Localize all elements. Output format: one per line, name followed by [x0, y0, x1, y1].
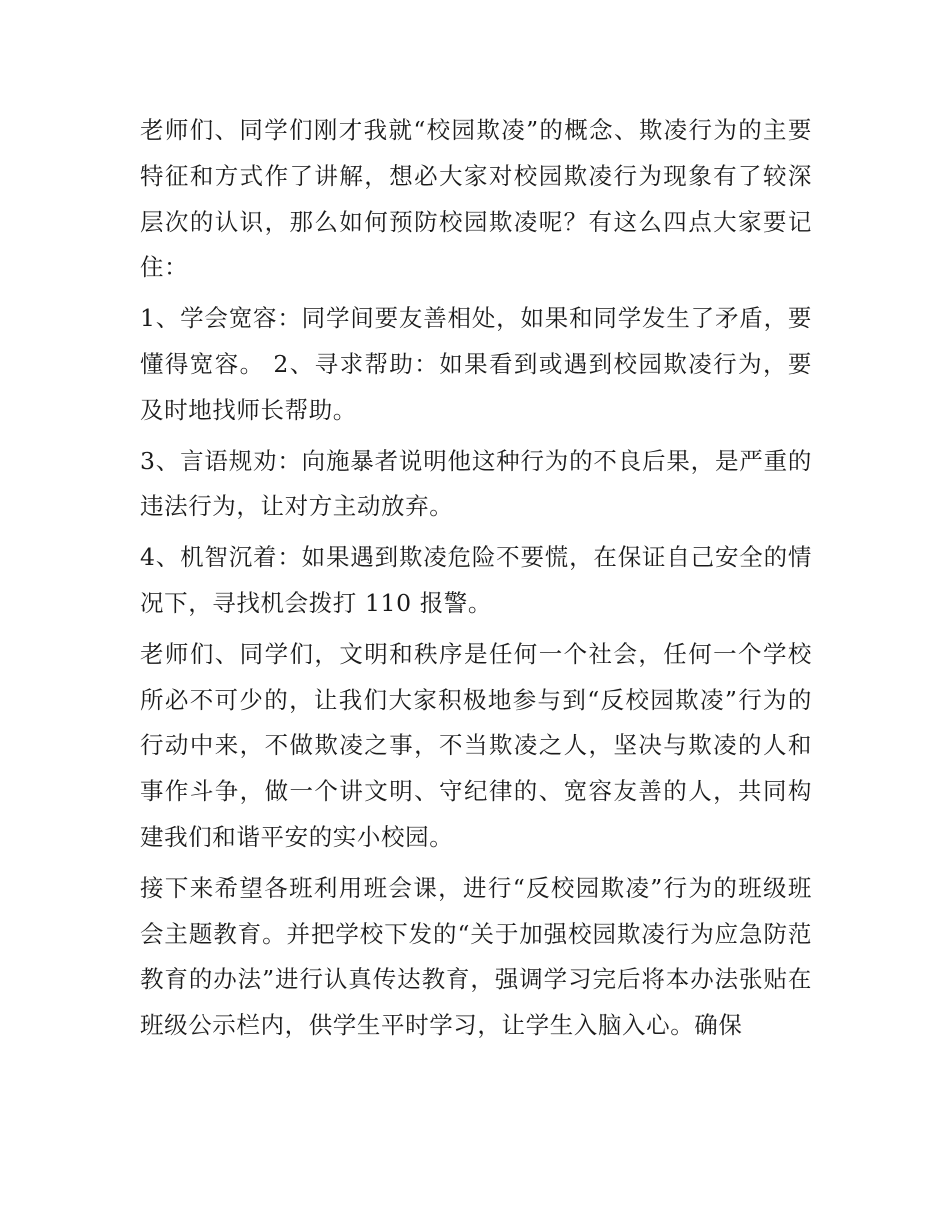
- paragraph-intro: 老师们、同学们刚才我就“校园欺凌”的概念、欺凌行为的主要特征和方式作了讲解，想必大家对校园欺凌行为现象有了较深层次的认识，那么如何预防校园欺凌呢？有这么四点大家要记住：: [140, 116, 812, 282]
- document-body: [140, 108, 812, 1054]
- paragraph-point-3: 3、言语规劝：向施暴者说明他这种行为的不良后果，是严重的违法行为，让对方主动放弃。: [140, 446, 812, 521]
- paragraph-class-instruction: 接下来希望各班利用班会课，进行“反校园欺凌”行为的班级班会主题教育。并把学校下发的“关于加强校园欺凌行为应急防范教育的办法”进行认真传达教育，强调学习完后将本办法张贴在班级公示栏内，供学生平时学习，让学生入脑入心。确保: [140, 873, 812, 1040]
- paragraph-point-1-2: 1、学会宽容：同学间要友善相处，如果和同学发生了矛盾，要懂得宽容。 2、寻求帮助：如果看到或遇到校园欺凌行为，要及时地找师长帮助。: [140, 304, 812, 424]
- paragraph-appeal: 老师们、同学们，文明和秩序是任何一个社会，任何一个学校所必不可少的，让我们大家积极地参与到“反校园欺凌”行为的行动中来，不做欺凌之事，不当欺凌之人，坚决与欺凌的人和事作斗争，做一个讲文明、守纪律的、宽容友善的人，共同构建我们和谐平安的实小校园。: [140, 639, 812, 851]
- paragraph-point-4: 4、机智沉着：如果遇到欺凌危险不要慌，在保证自己安全的情况下，寻找机会拨打 110 报警。: [140, 543, 812, 617]
